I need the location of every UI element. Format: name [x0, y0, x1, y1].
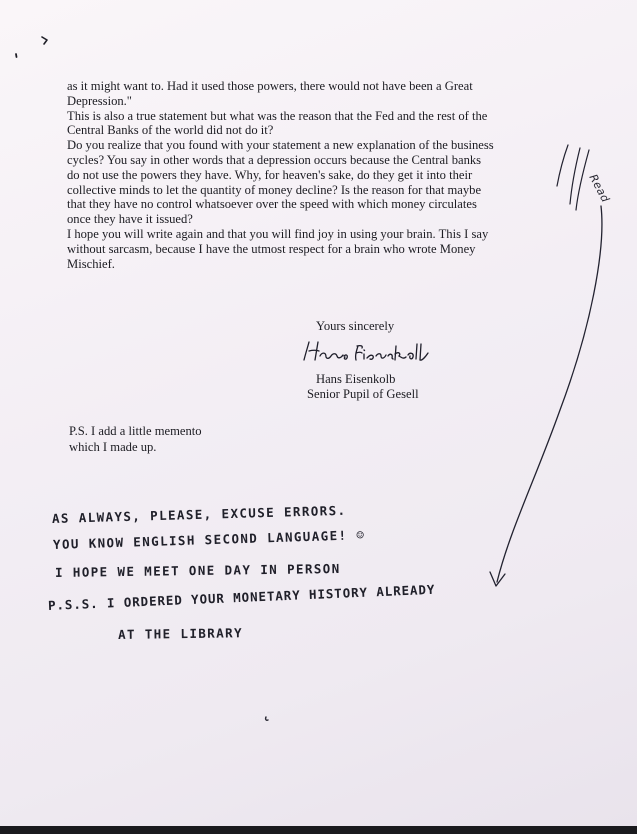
handwritten-line: P.S.S. I ORDERED YOUR MONETARY HISTORY ALREADY	[47, 581, 436, 613]
body-line: collective minds to let the quantity of money decline? Is the reason for that maybe	[67, 182, 482, 197]
body-line: Depression."	[67, 93, 132, 108]
handwritten-line: YOU KNOW ENGLISH SECOND LANGUAGE! ☺	[52, 527, 366, 552]
signer-name: Hans Eisenkolb	[316, 372, 396, 386]
margin-note: Read	[586, 172, 613, 205]
postscript-line: which I made up.	[69, 440, 157, 454]
handwritten-line: I HOPE WE MEET ONE DAY IN PERSON	[54, 561, 341, 580]
closing-line: Yours sincerely	[316, 319, 395, 333]
handwritten-line: AS ALWAYS, PLEASE, EXCUSE ERRORS.	[51, 502, 347, 526]
body-line: do not use the powers they have. Why, for heaven's sake, do they get it into their	[67, 167, 473, 182]
body-line: Do you realize that you found with your statement a new explanation of the business	[67, 138, 494, 153]
body-line: cycles? You say in other words that a depression occurs because the Central banks	[67, 152, 482, 167]
body-line: once they have it issued?	[67, 212, 193, 227]
body-line: that they have no control whatsoever over the speed with which money circulates	[67, 197, 477, 212]
body-line: without sarcasm, because I have the utmost respect for a brain who wrote Money	[67, 241, 476, 256]
postscript-line: P.S. I add a little memento	[69, 424, 202, 438]
body-line: This is also a true statement but what was the reason that the Fed and the rest of the	[67, 108, 488, 123]
body-line: as it might want to. Had it used those powers, there would not have been a Great	[67, 79, 473, 93]
body-line: Central Banks of the world did not do it?	[67, 123, 274, 138]
handwritten-line: AT THE LIBRARY	[117, 625, 244, 642]
body-line: Mischief.	[67, 256, 115, 271]
body-line: I hope you will write again and that you will find joy in using your brain. This I say	[67, 226, 489, 241]
scan-edge	[0, 826, 637, 834]
signer-title: Senior Pupil of Gesell	[307, 387, 419, 401]
